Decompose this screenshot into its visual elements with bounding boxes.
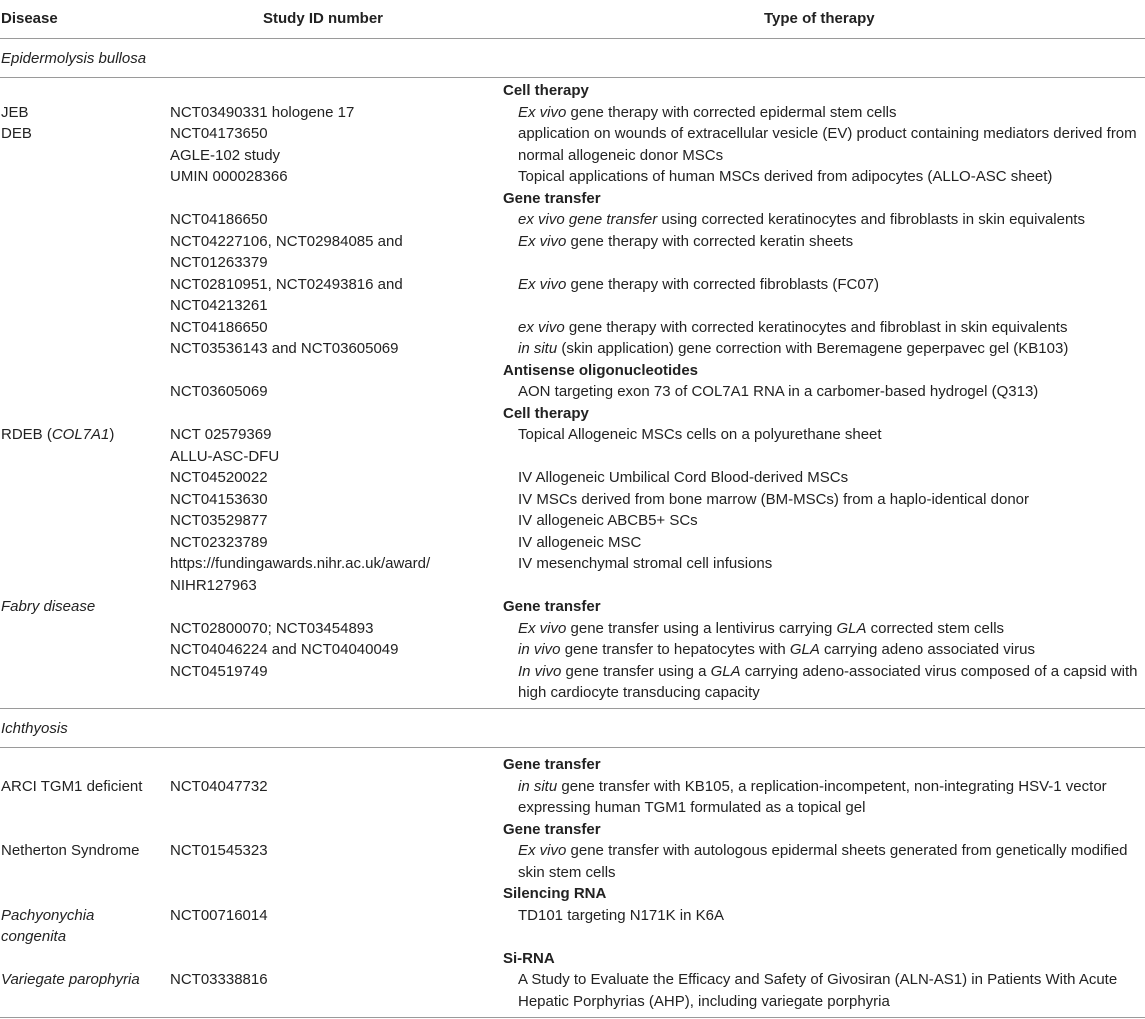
study-id-cell: https://fundingawards.nihr.ac.uk/award/ bbox=[170, 555, 431, 572]
table-row bbox=[0, 403, 1145, 425]
study-id-cell: ALLU-ASC-DFU bbox=[170, 447, 280, 465]
therapy-text: expressing human TGM1 formulated as a topical gel bbox=[518, 799, 866, 816]
disease-text: Netherton Syndrome bbox=[1, 842, 140, 859]
table-row bbox=[0, 252, 1145, 274]
disease-cell bbox=[1, 776, 142, 798]
section-row-ichthyosis bbox=[0, 709, 1145, 747]
disease-cell bbox=[1, 840, 139, 862]
therapy-text: skin stem cells bbox=[518, 863, 616, 881]
therapy-cell bbox=[518, 381, 1038, 403]
therapy-text: gene transfer using a bbox=[561, 662, 711, 680]
therapy-text-italic: Ex vivo bbox=[518, 275, 567, 293]
therapy-subheading: Gene transfer bbox=[503, 820, 601, 838]
therapy-text: gene therapy with corrected keratin sheets bbox=[566, 232, 854, 250]
therapy-text-italic: in situ bbox=[518, 777, 558, 795]
disease-text-italic: Pachyonychia bbox=[1, 906, 95, 924]
table-row bbox=[0, 295, 1145, 317]
disease-text-italic: COL7A1 bbox=[51, 426, 110, 443]
therapy-text: IV allogeneic MSC bbox=[518, 533, 642, 551]
table-row bbox=[0, 661, 1145, 683]
header-study-id: Study ID number bbox=[263, 10, 384, 27]
table-row bbox=[0, 840, 1145, 862]
therapy-cell bbox=[518, 661, 1138, 683]
table-row bbox=[0, 145, 1145, 167]
therapy-subheading: Cell therapy bbox=[503, 404, 589, 422]
therapy-text-italic: in vivo bbox=[518, 641, 561, 658]
table-bottom-rule bbox=[0, 1017, 1145, 1018]
therapy-text: IV MSCs derived from bone marrow (BM-MSCs) from a haplo-identical donor bbox=[518, 490, 1030, 508]
study-id-cell: NCT00716014 bbox=[170, 906, 268, 924]
table-row bbox=[0, 776, 1145, 798]
table-row bbox=[0, 510, 1145, 532]
therapy-text: high cardiocyte transducing capacity bbox=[518, 684, 760, 701]
therapy-cell bbox=[518, 145, 723, 167]
study-id-cell: NCT04046224 and NCT04040049 bbox=[170, 641, 399, 658]
table-row bbox=[0, 862, 1145, 884]
ichthyosis-rows bbox=[0, 748, 1145, 1017]
disease-text: ARCI TGM1 deficient bbox=[1, 777, 143, 795]
study-id-cell: AGLE-102 study bbox=[170, 146, 281, 164]
study-id-cell: NCT01545323 bbox=[170, 842, 268, 859]
study-id-cell: NCT04186650 bbox=[170, 318, 268, 336]
study-id-cell: UMIN 000028366 bbox=[170, 168, 288, 185]
study-id-cell: NCT02800070; NCT03454893 bbox=[170, 619, 374, 637]
therapy-text: gene therapy with corrected epidermal stem cells bbox=[566, 103, 897, 121]
header-therapy: Type of therapy bbox=[764, 10, 875, 27]
table-row bbox=[0, 819, 1145, 841]
table-row bbox=[0, 532, 1145, 554]
therapy-cell bbox=[518, 123, 1137, 145]
study-id-cell: NIHR127963 bbox=[170, 576, 257, 594]
therapy-text: IV mesenchymal stromal cell infusions bbox=[518, 555, 773, 572]
disease-cell bbox=[1, 424, 114, 446]
study-id-cell: NCT02810951, NCT02493816 and bbox=[170, 275, 403, 293]
therapy-cell bbox=[518, 532, 641, 554]
therapy-cell bbox=[518, 424, 882, 446]
therapy-text: gene therapy with corrected keratinocytes and fibroblast in skin equivalents bbox=[564, 318, 1068, 336]
therapy-text: (skin application) gene correction with Beremagene geperpavec gel (KB103) bbox=[557, 340, 1069, 357]
table-row bbox=[0, 618, 1145, 640]
eb-rows bbox=[0, 78, 1145, 708]
table-row bbox=[0, 797, 1145, 819]
therapy-text-italic: ex vivo bbox=[518, 318, 565, 336]
table-row bbox=[0, 948, 1145, 970]
therapy-text: gene transfer with autologous epidermal sheets generated from genetically modified bbox=[566, 842, 1128, 859]
study-id-cell: NCT04047732 bbox=[170, 777, 268, 795]
therapy-text: IV allogeneic ABCB5+ SCs bbox=[518, 512, 698, 529]
disease-cell bbox=[1, 596, 95, 618]
table-row bbox=[0, 188, 1145, 210]
therapy-text-italic: Ex vivo bbox=[518, 232, 567, 250]
table-row bbox=[0, 969, 1145, 991]
therapy-text: Topical applications of human MSCs derived from adipocytes (ALLO-ASC sheet) bbox=[518, 168, 1053, 185]
study-id-cell: NCT03605069 bbox=[170, 383, 268, 400]
therapy-subheading: Si-RNA bbox=[503, 949, 555, 967]
disease-cell bbox=[1, 102, 29, 124]
therapy-cell bbox=[518, 840, 1128, 862]
disease-text: JEB bbox=[1, 103, 29, 121]
therapy-text: carrying adeno-associated virus composed of a capsid with bbox=[740, 662, 1138, 680]
study-id-cell: NCT04153630 bbox=[170, 490, 268, 508]
table-row bbox=[0, 991, 1145, 1013]
disease-text-italic: congenita bbox=[1, 928, 67, 945]
therapy-cell bbox=[518, 682, 760, 704]
therapy-cell bbox=[518, 231, 853, 253]
study-id-cell: NCT04520022 bbox=[170, 469, 268, 486]
therapy-subheading: Cell therapy bbox=[503, 82, 589, 99]
disease-cell bbox=[1, 123, 32, 145]
table-row bbox=[0, 489, 1145, 511]
therapy-cell bbox=[518, 862, 616, 884]
therapy-text: gene transfer with KB105, a replication-incompetent, non-integrating HSV-1 vector bbox=[557, 777, 1107, 795]
therapy-cell bbox=[518, 797, 865, 819]
table-row bbox=[0, 467, 1145, 489]
table-row bbox=[0, 682, 1145, 704]
therapy-text: A Study to Evaluate the Efficacy and Safety of Givosiran (ALN-AS1) in Patients With Acute bbox=[518, 971, 1118, 988]
table-row bbox=[0, 360, 1145, 382]
table-row bbox=[0, 80, 1145, 102]
table-row bbox=[0, 338, 1145, 360]
study-id-cell: NCT 02579369 bbox=[170, 426, 272, 443]
therapy-cell bbox=[518, 776, 1107, 798]
study-id-cell: NCT02323789 bbox=[170, 533, 268, 551]
section-label: Ichthyosis bbox=[1, 720, 68, 737]
table-row bbox=[0, 596, 1145, 618]
header-disease: Disease bbox=[1, 10, 58, 27]
disease-cell bbox=[1, 905, 94, 927]
disease-text: RDEB ( bbox=[1, 426, 52, 443]
therapy-text-italic: Ex vivo bbox=[518, 842, 567, 859]
table-row bbox=[0, 317, 1145, 339]
therapy-text: carrying adeno associated virus bbox=[819, 641, 1035, 658]
table-row bbox=[0, 231, 1145, 253]
section-label: Epidermolysis bullosa bbox=[1, 50, 147, 67]
table-row bbox=[0, 575, 1145, 597]
therapy-text-italic: Ex vivo bbox=[518, 619, 567, 637]
study-id-cell: NCT04173650 bbox=[170, 125, 268, 142]
therapy-cell bbox=[518, 991, 890, 1013]
therapy-text: using corrected keratinocytes and fibroblasts in skin equivalents bbox=[657, 211, 1085, 228]
therapy-cell bbox=[518, 553, 772, 575]
table-row bbox=[0, 166, 1145, 188]
therapy-cell bbox=[518, 467, 848, 489]
therapy-text: TD101 targeting N171K in K6A bbox=[518, 906, 724, 924]
study-id-cell: NCT03536143 and NCT03605069 bbox=[170, 340, 399, 357]
study-id-cell: NCT04519749 bbox=[170, 662, 268, 680]
study-id-cell: NCT03338816 bbox=[170, 971, 268, 988]
therapy-subheading: Gene transfer bbox=[503, 189, 601, 207]
therapy-cell bbox=[518, 274, 879, 296]
therapy-cell bbox=[518, 618, 1004, 640]
table-row bbox=[0, 274, 1145, 296]
therapy-text-italic: GLA bbox=[836, 619, 867, 637]
table-row bbox=[0, 639, 1145, 661]
therapy-text: corrected stem cells bbox=[866, 619, 1005, 637]
therapy-subheading: Gene transfer bbox=[503, 598, 601, 615]
table-row bbox=[0, 381, 1145, 403]
study-id-cell: NCT04186650 bbox=[170, 211, 268, 228]
therapy-text: IV Allogeneic Umbilical Cord Blood-derived MSCs bbox=[518, 469, 849, 486]
therapy-cell bbox=[518, 905, 724, 927]
table-row bbox=[0, 905, 1145, 927]
section-row-eb bbox=[0, 39, 1145, 77]
table-row bbox=[0, 883, 1145, 905]
disease-text-italic: Fabry disease bbox=[1, 598, 96, 615]
therapy-text: gene transfer using a lentivirus carrying bbox=[566, 619, 837, 637]
therapy-subheading: Antisense oligonucleotides bbox=[503, 361, 699, 379]
therapy-text-italic: GLA bbox=[789, 641, 820, 658]
therapy-text: gene transfer to hepatocytes with bbox=[560, 641, 790, 658]
therapy-cell bbox=[518, 969, 1117, 991]
table-header bbox=[0, 0, 1145, 38]
study-id-cell: NCT04227106, NCT02984085 and bbox=[170, 232, 403, 250]
disease-cell bbox=[1, 969, 140, 991]
therapy-text: Topical Allogeneic MSCs cells on a polyurethane sheet bbox=[518, 426, 882, 443]
therapy-text-italic: ex vivo gene transfer bbox=[518, 211, 658, 228]
table-row bbox=[0, 926, 1145, 948]
therapy-cell bbox=[518, 510, 698, 532]
table-row bbox=[0, 553, 1145, 575]
therapy-cell bbox=[518, 166, 1052, 188]
therapy-cell bbox=[518, 639, 1035, 661]
table-row bbox=[0, 424, 1145, 446]
disease-text-italic: Variegate parophyria bbox=[1, 971, 140, 988]
therapy-text: normal allogeneic donor MSCs bbox=[518, 146, 724, 164]
therapy-cell bbox=[518, 489, 1029, 511]
therapy-cell bbox=[518, 338, 1068, 360]
table-row bbox=[0, 446, 1145, 468]
therapy-text-italic: In vivo bbox=[518, 662, 562, 680]
therapy-text-italic: Ex vivo bbox=[518, 103, 567, 121]
therapy-text: Hepatic Porphyrias (AHP), including variegate porphyria bbox=[518, 992, 890, 1010]
therapy-subheading: Gene transfer bbox=[503, 756, 601, 773]
disease-text: DEB bbox=[1, 125, 32, 142]
therapy-cell bbox=[518, 102, 897, 124]
therapy-cell bbox=[518, 317, 1067, 339]
disease-text: ) bbox=[109, 426, 115, 443]
study-id-cell: NCT03490331 hologene 17 bbox=[170, 103, 355, 121]
therapy-text: AON targeting exon 73 of COL7A1 RNA in a carbomer-based hydrogel (Q313) bbox=[518, 383, 1039, 400]
table-row bbox=[0, 209, 1145, 231]
therapy-text-italic: GLA bbox=[710, 662, 741, 680]
study-id-cell: NCT03529877 bbox=[170, 512, 268, 529]
therapy-subheading: Silencing RNA bbox=[503, 885, 607, 902]
table-row bbox=[0, 123, 1145, 145]
therapy-cell bbox=[518, 209, 1085, 231]
therapy-text: application on wounds of extracellular vesicle (EV) product containing mediators derived from bbox=[518, 125, 1137, 142]
therapy-text-italic: in situ bbox=[518, 340, 558, 357]
disease-cell bbox=[1, 926, 66, 948]
study-id-cell: NCT04213261 bbox=[170, 297, 268, 314]
therapy-text: gene therapy with corrected fibroblasts (FC07) bbox=[566, 275, 880, 293]
table-row bbox=[0, 754, 1145, 776]
table-row bbox=[0, 102, 1145, 124]
study-id-cell: NCT01263379 bbox=[170, 254, 268, 271]
